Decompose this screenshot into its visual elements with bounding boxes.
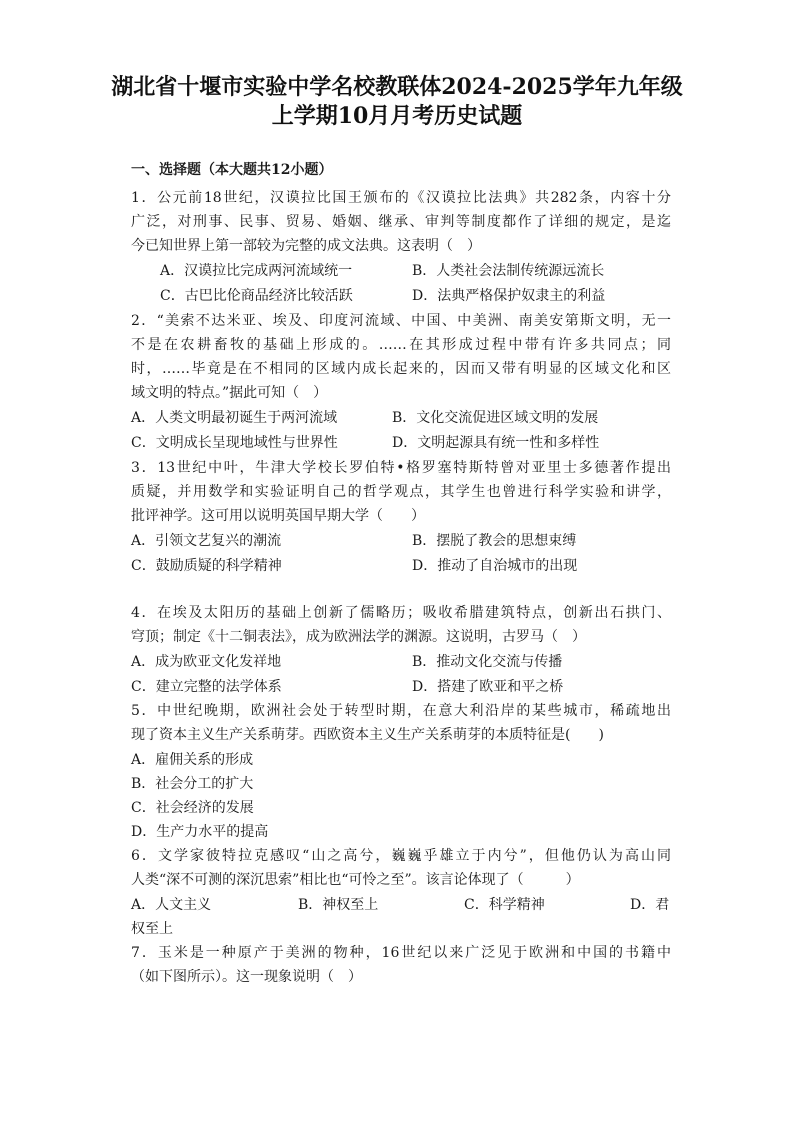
question-5-option-b: B．社会分工的扩大 bbox=[131, 776, 254, 792]
question-1-option-d: D．法典严格保护奴隶主的利益 bbox=[412, 288, 606, 304]
question-5-line: 5．中世纪晚期，欧洲社会处于转型时期，在意大利沿岸的某些城市，稀疏地出 bbox=[131, 703, 671, 719]
question-7-line: 7．玉米是一种原产于美洲的物种，16世纪以来广泛见于欧洲和中国的书籍中 bbox=[131, 945, 671, 961]
question-5-option-d: D．生产力水平的提高 bbox=[131, 824, 269, 840]
exam-title-line-2: 上学期10月月考历史试题 bbox=[271, 103, 523, 129]
question-6-option-d-wrap: 权至上 bbox=[131, 921, 173, 937]
question-1-option-c: C．古巴比伦商品经济比较活跃 bbox=[160, 288, 353, 304]
question-1-option-a: A．汉谟拉比完成两河流域统一 bbox=[160, 263, 353, 279]
question-2-line: 不是在农耕畜牧的基础上形成的。……在其形成过程中带有许多共同点；同 bbox=[131, 337, 671, 353]
question-7-line: （如下图所示）。这一现象说明（ ） bbox=[131, 969, 362, 985]
question-3-option-a: A．引领文艺复兴的潮流 bbox=[131, 533, 282, 549]
question-4-option-a: A．成为欧亚文化发祥地 bbox=[131, 654, 282, 670]
question-2-line: 时，……毕竟是在不相同的区域内成长起来的，因而又带有明显的区域文化和区 bbox=[131, 361, 671, 377]
question-6-option-b: B．神权至上 bbox=[298, 897, 379, 913]
exam-title-line-1: 湖北省十堰市实验中学名校教联体2024-2025学年九年级 bbox=[111, 74, 683, 100]
question-3-line: 质疑，并用数学和实验证明自己的哲学观点，其学生也曾进行科学实验和讲学， bbox=[131, 484, 671, 500]
question-3-option-b: B．摆脱了教会的思想束缚 bbox=[412, 533, 577, 549]
question-6-option-a: A．人文主义 bbox=[131, 897, 212, 913]
question-3-option-d: D．推动了自治城市的出现 bbox=[412, 558, 578, 574]
question-4-line: 穹顶；制定《十二铜表法》，成为欧洲法学的渊源。这说明，古罗马（ ） bbox=[131, 629, 586, 645]
question-1-line: 广泛，对刑事、民事、贸易、婚姻、继承、审判等制度都作了详细的规定，是迄 bbox=[131, 214, 671, 230]
question-6-line: 6．文学家彼特拉克感叹“山之高兮，巍巍乎雄立于内兮”，但他仍认为高山同 bbox=[131, 848, 671, 864]
question-5-line: 现了资本主义生产关系萌芽。西欧资本主义生产关系萌芽的本质特征是( ) bbox=[131, 727, 604, 743]
question-1-line: 今已知世界上第一部较为完整的成文法典。这表明（ ） bbox=[131, 238, 481, 254]
question-4-option-c: C．建立完整的法学体系 bbox=[131, 679, 282, 695]
question-6-option-d: D．君 bbox=[630, 897, 670, 913]
question-5-option-a: A．雇佣关系的形成 bbox=[131, 752, 254, 768]
question-1-line: 1．公元前18世纪，汉谟拉比国王颁布的《汉谟拉比法典》共282条，内容十分 bbox=[131, 190, 671, 206]
question-2-line: 域文明的特点。”据此可知（ ） bbox=[131, 385, 328, 401]
question-5-option-c: C．社会经济的发展 bbox=[131, 800, 254, 816]
question-1-option-b: B．人类社会法制传统源远流长 bbox=[412, 263, 605, 279]
question-3-line: 批评神学。这可用以说明英国早期大学（ ） bbox=[131, 508, 425, 524]
question-4-option-b: B．推动文化交流与传播 bbox=[412, 654, 563, 670]
section-heading: 一、选择题（本大题共12小题） bbox=[131, 162, 333, 178]
question-6-option-c: C．科学精神 bbox=[464, 897, 545, 913]
question-4-line: 4．在埃及太阳历的基础上创新了儒略历；吸收希腊建筑特点，创新出石拱门、 bbox=[131, 605, 671, 621]
question-2-option-a: A．人类文明最初诞生于两河流域 bbox=[131, 410, 338, 426]
question-2-option-b: B．文化交流促进区域文明的发展 bbox=[392, 410, 599, 426]
question-4-option-d: D．搭建了欧亚和平之桥 bbox=[412, 679, 564, 695]
question-2-option-c: C．文明成长呈现地域性与世界性 bbox=[131, 435, 338, 451]
question-3-option-c: C．鼓励质疑的科学精神 bbox=[131, 558, 282, 574]
question-3-line: 3．13世纪中叶，牛津大学校长罗伯特•格罗塞特斯特曾对亚里士多德著作提出 bbox=[131, 460, 671, 476]
question-6-line: 人类“深不可测的深沉思索”相比也“可怜之至”。该言论体现了（ ） bbox=[131, 872, 580, 888]
question-2-line: 2．“美索不达米亚、埃及、印度河流域、中国、中美洲、南美安第斯文明，无一 bbox=[131, 313, 671, 329]
question-2-option-d: D．文明起源具有统一性和多样性 bbox=[392, 435, 600, 451]
